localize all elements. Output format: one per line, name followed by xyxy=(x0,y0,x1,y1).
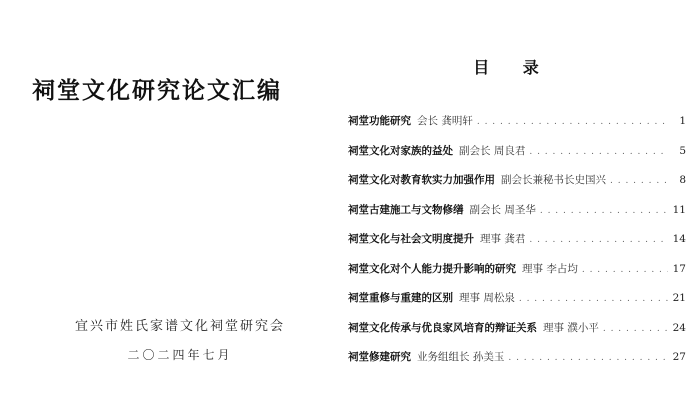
toc-entry-title: 祠堂文化传承与优良家风培育的辩证关系 xyxy=(348,321,537,334)
title-page xyxy=(0,0,330,416)
dot-leader xyxy=(582,265,668,275)
toc-entry-title: 祠堂文化对教育软实力加强作用 xyxy=(348,174,495,186)
toc-entry-title: 祠堂文化对个人能力提升影响的研究 xyxy=(348,262,516,275)
toc-entry-title: 祠堂文化对家族的益处 xyxy=(348,144,453,157)
table-of-contents-page xyxy=(330,0,700,416)
toc-entry-page-number: 11 xyxy=(672,203,686,216)
toc-entry-page-number: 5 xyxy=(679,144,686,157)
toc-entry xyxy=(348,349,686,379)
toc-entry-title: 祠堂重修与重建的区别 xyxy=(348,292,453,304)
publication-date: 二〇二四年七月 xyxy=(127,348,233,362)
toc-entry xyxy=(348,290,686,320)
toc-entry-title: 祠堂功能研究 xyxy=(348,115,411,127)
toc-entry-page-number: 24 xyxy=(672,321,686,334)
toc-entry-author: 业务组组长 孙美玉 xyxy=(417,351,505,363)
toc-entry xyxy=(348,172,686,202)
toc-entry-author: 会长 龚明轩 xyxy=(417,115,473,127)
toc-entry-author: 副会长 周圣华 xyxy=(469,203,536,216)
toc-heading: 目 录 xyxy=(473,58,553,77)
toc-entry-page-number: 17 xyxy=(672,262,686,275)
toc-entry-author: 理事 周松泉 xyxy=(459,292,515,304)
toc-entry-page-number: 8 xyxy=(679,174,686,186)
toc-list xyxy=(348,113,686,379)
toc-entry-author: 理事 李占均 xyxy=(522,262,578,275)
dot-leader xyxy=(477,117,668,127)
toc-entry-author: 理事 龚君 xyxy=(480,233,526,245)
dot-leader xyxy=(610,176,668,186)
dot-leader xyxy=(603,324,668,334)
dot-leader xyxy=(529,147,668,157)
toc-entry xyxy=(348,113,686,143)
document-title: 祠堂文化研究论文汇编 xyxy=(32,78,282,104)
toc-entry-author: 副会长兼秘书长史国兴 xyxy=(501,174,606,186)
dot-leader xyxy=(540,206,668,216)
toc-entry-page-number: 21 xyxy=(672,292,686,304)
toc-entry-title: 祠堂修建研究 xyxy=(348,351,411,363)
toc-entry-page-number: 14 xyxy=(672,233,686,245)
publisher-name: 宜兴市姓氏家谱文化祠堂研究会 xyxy=(74,319,285,334)
toc-entry xyxy=(348,202,686,232)
toc-entry xyxy=(348,261,686,291)
toc-entry xyxy=(348,320,686,350)
toc-entry-title: 祠堂文化与社会文明度提升 xyxy=(348,233,474,245)
toc-entry-author: 副会长 周良君 xyxy=(459,144,526,157)
toc-entry-page-number: 27 xyxy=(672,351,686,363)
toc-entry xyxy=(348,231,686,261)
toc-entry-title: 祠堂古建施工与文物修缮 xyxy=(348,203,464,216)
toc-entry-author: 理事 濮小平 xyxy=(543,321,599,334)
toc-entry xyxy=(348,143,686,173)
dot-leader xyxy=(519,294,668,304)
dot-leader xyxy=(529,235,668,245)
dot-leader xyxy=(508,353,668,363)
toc-entry-page-number: 1 xyxy=(679,115,686,127)
